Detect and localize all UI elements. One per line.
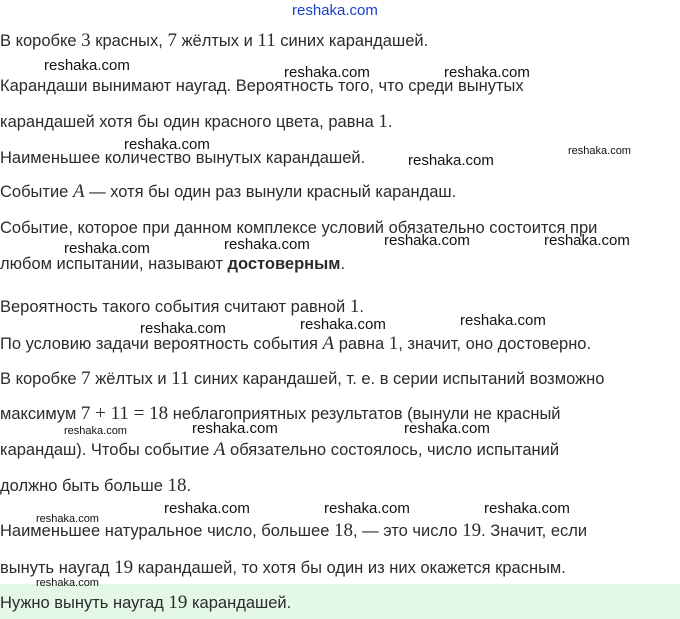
answer-text: Нужно вынуть наугад 19 карандашей.: [0, 592, 292, 613]
watermark: reshaka.com: [64, 425, 127, 437]
watermark: reshaka.com: [484, 500, 570, 517]
watermark: reshaka.com: [224, 236, 310, 253]
watermark: reshaka.com: [408, 152, 494, 169]
text-line-12: карандаш). Чтобы событие A обязательно состоялось, число испытаний: [0, 439, 560, 460]
text-line-1: В коробке 3 красных, 7 жёлтых и 11 синих карандашей.: [0, 30, 429, 51]
watermark: reshaka.com: [64, 240, 150, 257]
watermark: reshaka.com: [36, 577, 99, 589]
text-line-2: Карандаши вынимают наугад. Вероятность того, что среди вынутых: [0, 77, 524, 95]
watermark: reshaka.com: [164, 500, 250, 517]
watermark: reshaka.com: [324, 500, 410, 517]
watermark: reshaka.com: [124, 136, 210, 153]
text-line-4: Наименьшее количество вынутых карандашей.: [0, 149, 366, 167]
text-line-5: Событие A — хотя бы один раз вынули красный карандаш.: [0, 181, 457, 202]
watermark: reshaka.com: [444, 64, 530, 81]
text-line-8: Вероятность такого события считают равной 1.: [0, 296, 364, 317]
watermark: reshaka.com: [544, 232, 630, 249]
text-line-11: максимум 7 + 11 = 18 неблагоприятных результатов (вынули не красный: [0, 403, 561, 424]
text-line-7: любом испытании, называют достоверным.: [0, 255, 346, 273]
text-line-9: По условию задачи вероятность события A равна 1, значит, оно достоверно.: [0, 333, 592, 354]
text-line-14: Наименьшее натуральное число, большее 18, — это число 19. Значит, если: [0, 520, 588, 541]
site-header-link[interactable]: reshaka.com: [292, 2, 378, 19]
watermark: reshaka.com: [284, 64, 370, 81]
text-line-13: должно быть больше 18.: [0, 475, 192, 496]
watermark: reshaka.com: [44, 57, 130, 74]
watermark: reshaka.com: [36, 513, 99, 525]
watermark: reshaka.com: [460, 312, 546, 329]
watermark: reshaka.com: [384, 232, 470, 249]
text-line-10: В коробке 7 жёлтых и 11 синих карандашей, т. е. в серии испытаний возможно: [0, 368, 605, 389]
text-line-6: Событие, которое при данном комплексе условий обязательно состоится при: [0, 219, 598, 237]
watermark: reshaka.com: [140, 320, 226, 337]
text-line-15: вынуть наугад 19 карандашей, то хотя бы один из них окажется красным.: [0, 557, 566, 578]
watermark: reshaka.com: [300, 316, 386, 333]
watermark: reshaka.com: [568, 145, 631, 157]
watermark: reshaka.com: [404, 420, 490, 437]
watermark: reshaka.com: [192, 420, 278, 437]
text-line-3: карандашей хотя бы один красного цвета, равна 1.: [0, 111, 393, 132]
